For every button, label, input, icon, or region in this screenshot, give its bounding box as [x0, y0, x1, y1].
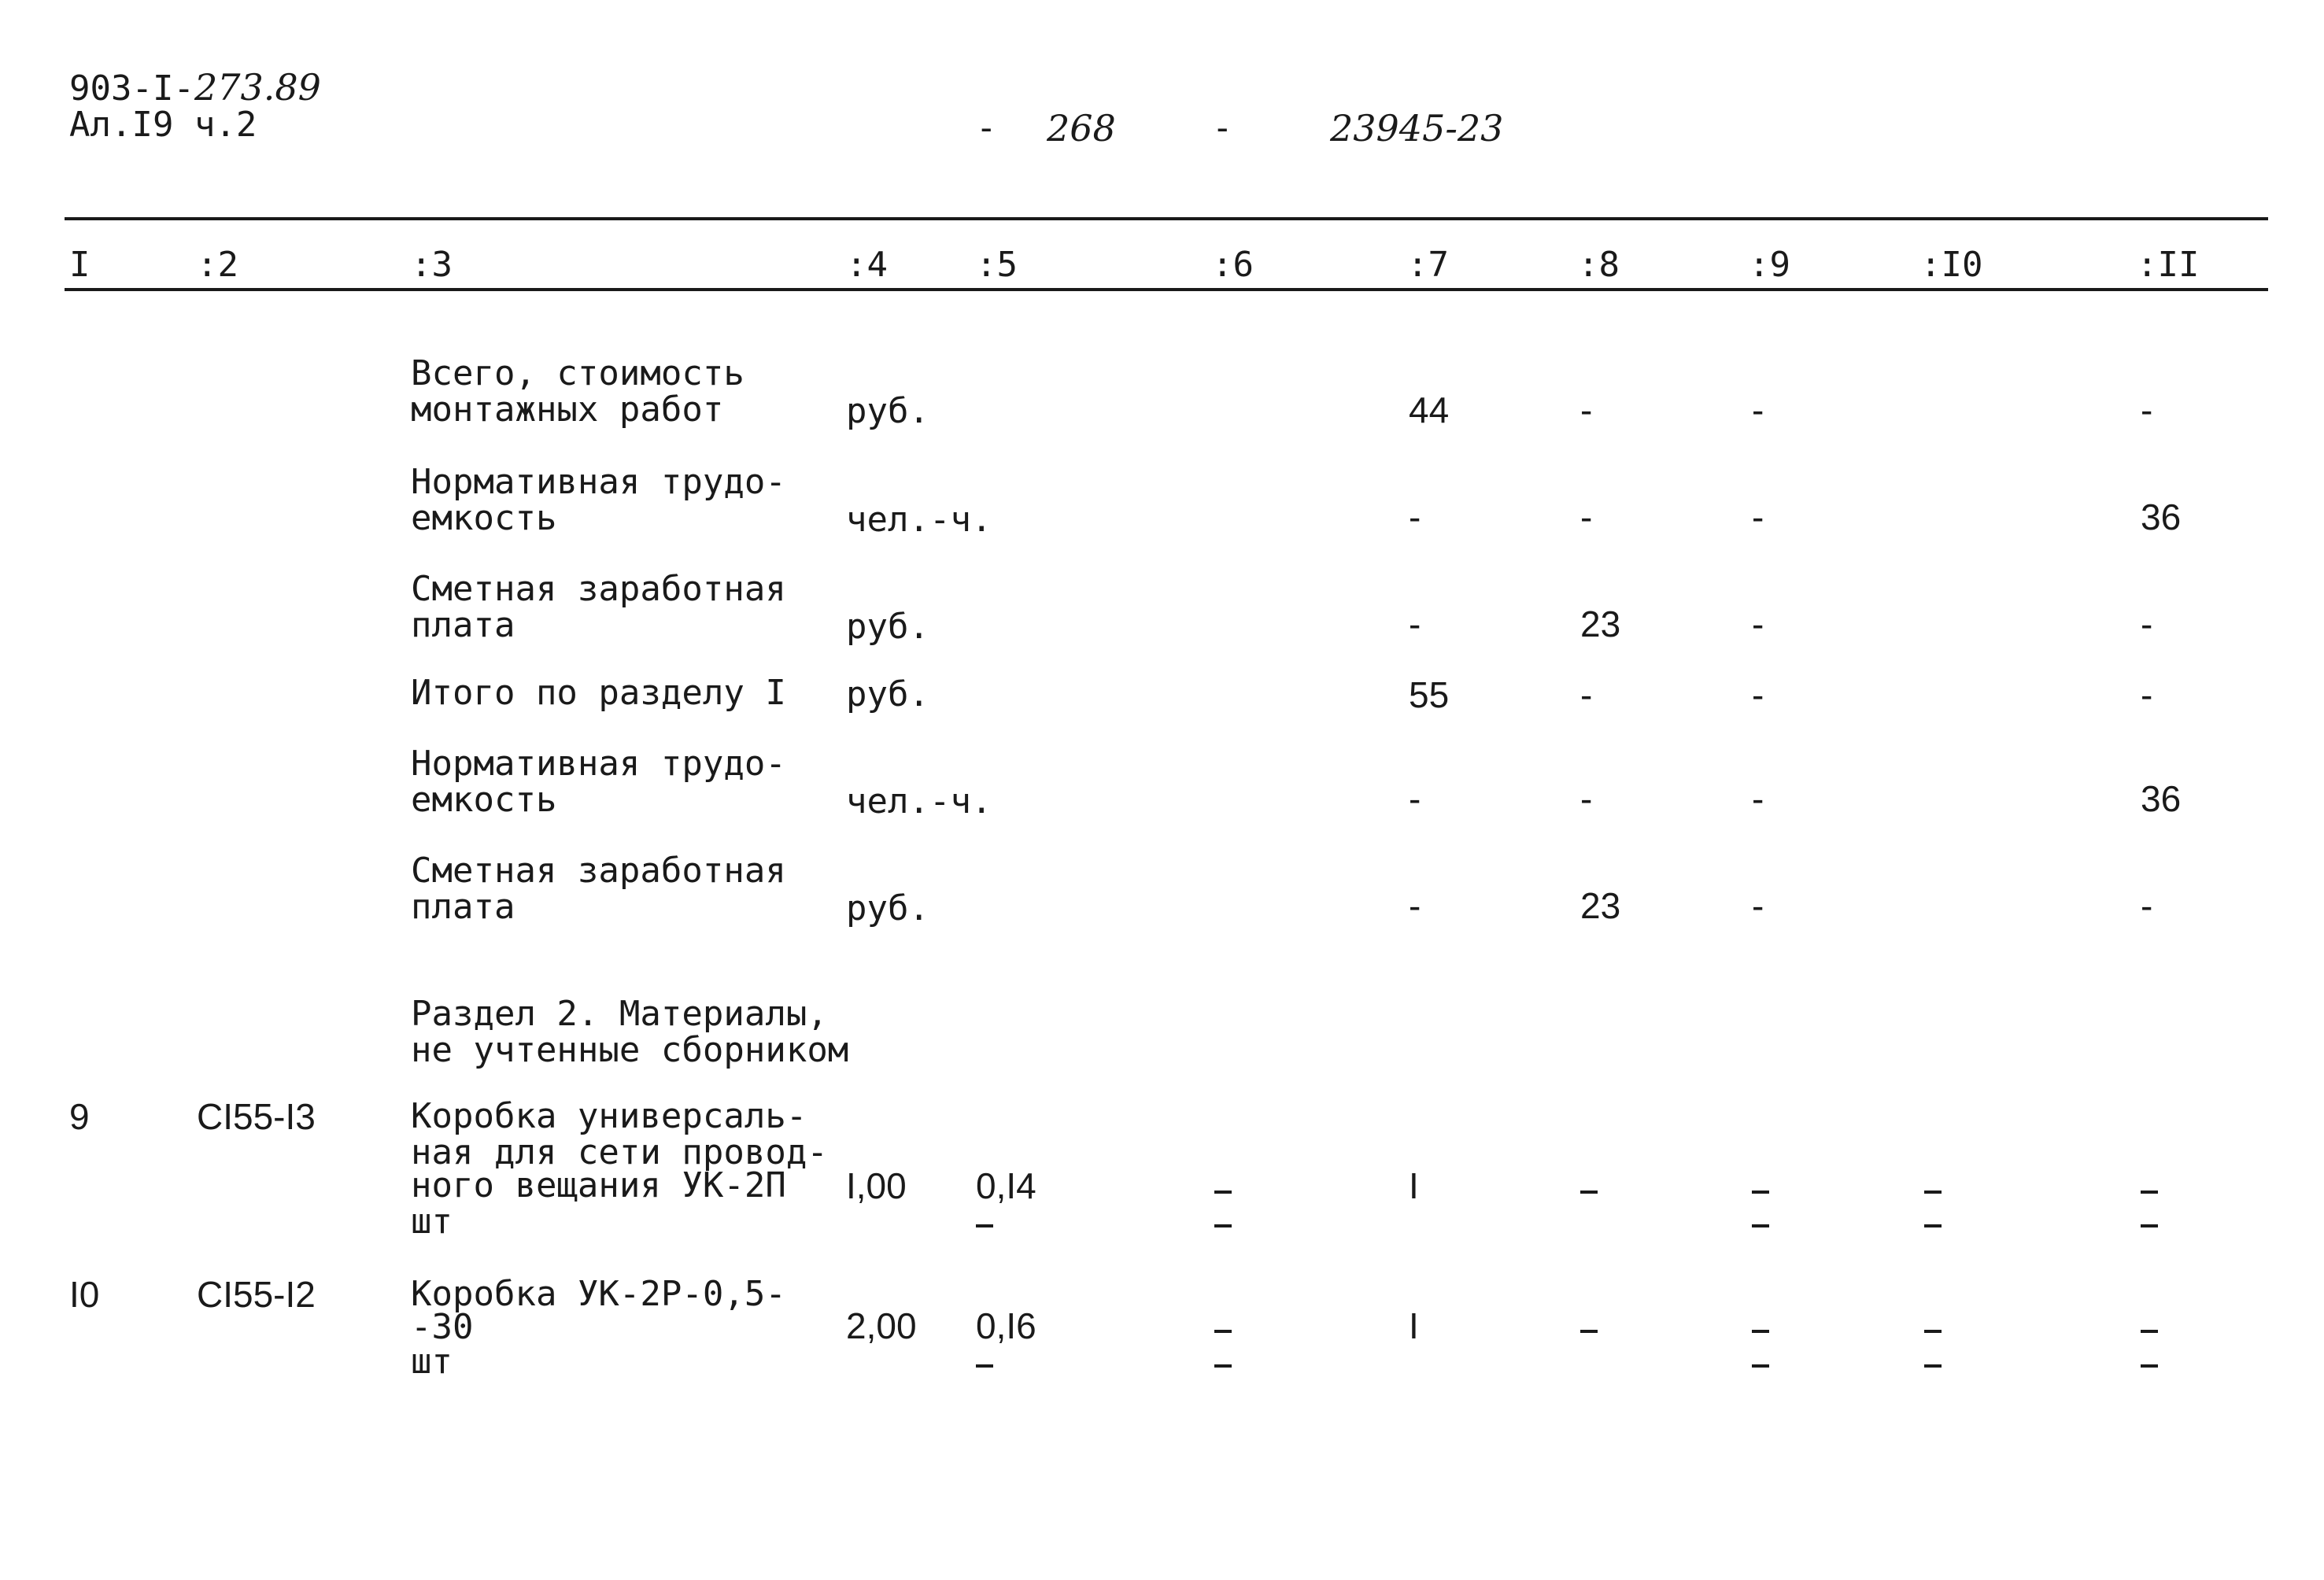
section-heading-line: Раздел 2. Материалы,: [411, 994, 828, 1034]
cell-col11: -: [2141, 674, 2153, 715]
dash-mark: [2141, 1191, 2158, 1194]
row-number: I0: [69, 1274, 100, 1315]
dash-mark: [2141, 1330, 2158, 1333]
cell-col11: -: [2141, 389, 2153, 430]
row-name-line: монтажных работ: [411, 389, 724, 430]
dash-mark: [1580, 1191, 1598, 1194]
dash-mark: [976, 1224, 993, 1227]
cell-col7: -: [1409, 604, 1421, 644]
row-name-line: Итого по разделу I: [411, 673, 786, 713]
cell-col9: -: [1752, 674, 1764, 715]
row-name-line: Всего, стоимость: [411, 353, 744, 393]
cell-col7: I: [1409, 1165, 1419, 1206]
row-unit: чел.-ч.: [846, 500, 992, 540]
row-code: CI55-I3: [197, 1096, 316, 1137]
dash-mark: [2141, 1364, 2158, 1368]
dash-mark: [2141, 1224, 2158, 1227]
column-header: :3: [411, 245, 453, 285]
column-header: :I0: [1920, 245, 1983, 285]
dash-mark: [1214, 1330, 1232, 1333]
cell-col8: -: [1580, 674, 1593, 715]
cell-col7: 55: [1409, 674, 1450, 715]
row-name-line: плата: [411, 605, 515, 645]
row-unit: руб.: [846, 607, 929, 647]
reference-number: 23945-23: [1330, 107, 1504, 150]
document-code: [69, 66, 321, 109]
cell-col9: -: [1752, 885, 1764, 926]
column-header: :4: [846, 245, 888, 285]
cell-col9: -: [1752, 497, 1764, 537]
row-name-line: емкость: [411, 498, 557, 538]
row-unit: чел.-ч.: [846, 781, 992, 821]
dash-mark: [1752, 1191, 1769, 1194]
cell-col8: 23: [1580, 885, 1621, 926]
cell-col7: I: [1409, 1305, 1419, 1346]
row-number: 9: [69, 1096, 90, 1137]
cell-col11: -: [2141, 885, 2153, 926]
row-price: 0,I6: [976, 1305, 1036, 1346]
column-header: :7: [1407, 245, 1449, 285]
cell-col7: -: [1409, 497, 1421, 537]
column-header: :2: [197, 245, 238, 285]
row-name-line: плата: [411, 887, 515, 927]
row-name-line: Нормативная трудо-: [411, 744, 786, 784]
dash-mark: [1924, 1224, 1942, 1227]
row-unit: шт: [411, 1202, 453, 1242]
column-header: :II: [2137, 245, 2200, 285]
dash-mark: [1580, 1330, 1598, 1333]
dash-mark: [1924, 1330, 1942, 1333]
row-name-line: Сметная заработная: [411, 569, 786, 609]
cell-col8: -: [1580, 497, 1593, 537]
column-header: I: [69, 245, 91, 285]
cell-col11: 36: [2141, 497, 2182, 537]
row-unit: руб.: [846, 391, 929, 431]
row-name-line: Коробка универсаль-: [411, 1096, 807, 1136]
column-header: :9: [1749, 245, 1790, 285]
cell-col7: -: [1409, 778, 1421, 819]
cell-col7: 44: [1409, 389, 1450, 430]
row-unit: руб.: [846, 888, 929, 928]
dash-mark: [1214, 1224, 1232, 1227]
cell-col9: -: [1752, 389, 1764, 430]
document-code-handwritten: 273.89: [194, 66, 321, 109]
dash-mark: [1214, 1364, 1232, 1368]
cell-col8: 23: [1580, 604, 1621, 644]
dash-mark: [1752, 1364, 1769, 1368]
section-heading-line: не учтенные сборником: [411, 1030, 849, 1070]
row-name-line: Коробка УК-2Р-0,5-: [411, 1274, 786, 1314]
cell-col11: 36: [2141, 778, 2182, 819]
column-header: :8: [1578, 245, 1620, 285]
dash-mark: [976, 1364, 993, 1368]
row-unit: шт: [411, 1342, 453, 1382]
cell-col9: -: [1752, 604, 1764, 644]
row-name-line: ного вещания УК-2П: [411, 1165, 786, 1205]
row-name-line: емкость: [411, 780, 557, 820]
dash-mark: [1752, 1330, 1769, 1333]
header-dash-left: -: [976, 108, 997, 148]
header-dash-right: -: [1212, 108, 1233, 148]
cell-col9: -: [1752, 778, 1764, 819]
cell-col8: -: [1580, 778, 1593, 819]
row-code: CI55-I2: [197, 1274, 316, 1315]
cell-col7: -: [1409, 885, 1421, 926]
dash-mark: [1214, 1191, 1232, 1194]
table-header-rule: [65, 288, 2268, 291]
dash-mark: [1924, 1191, 1942, 1194]
document-code-printed: 903-I-: [69, 68, 194, 109]
page-number: 268: [1047, 107, 1116, 150]
album-label: Ал.I9 ч.2: [69, 105, 257, 145]
row-name-line: Нормативная трудо-: [411, 462, 786, 502]
table-top-rule: [65, 217, 2268, 220]
row-price: 0,I4: [976, 1165, 1036, 1206]
cell-col11: -: [2141, 604, 2153, 644]
dash-mark: [1924, 1364, 1942, 1368]
row-quantity: I,00: [846, 1165, 907, 1206]
row-name-line: -30: [411, 1307, 474, 1347]
column-header: :5: [976, 245, 1018, 285]
dash-mark: [1752, 1224, 1769, 1227]
row-unit: руб.: [846, 674, 929, 714]
row-quantity: 2,00: [846, 1305, 917, 1346]
column-header: :6: [1212, 245, 1254, 285]
row-name-line: Сметная заработная: [411, 851, 786, 891]
row-name-line: ная для сети провод-: [411, 1132, 828, 1172]
cell-col8: -: [1580, 389, 1593, 430]
